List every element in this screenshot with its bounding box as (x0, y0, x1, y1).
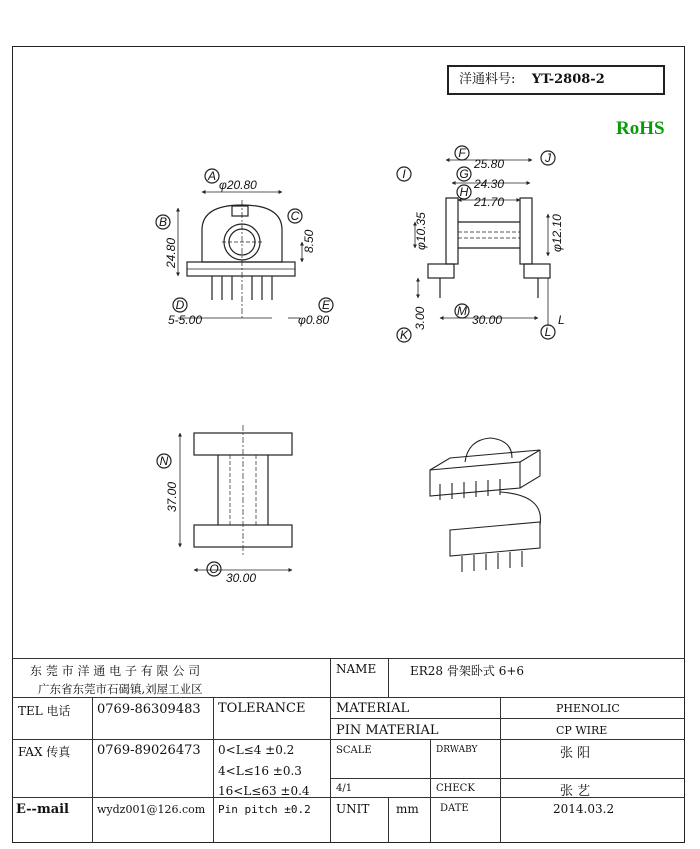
dim-side-j: φ12.10 (550, 214, 564, 252)
isometric-view (430, 438, 541, 572)
dim-front-height: 24.80 (164, 237, 178, 268)
label-c: C (290, 209, 300, 223)
unit-label: UNIT (336, 802, 370, 816)
pin-material-label: PIN MATERIAL (336, 723, 439, 738)
tolerance-label: TOLERANCE (218, 701, 306, 716)
dim-side-h: 21.70 (474, 195, 505, 209)
check-value: 张 艺 (560, 784, 591, 799)
name-value: ER28 骨架卧式 6+6 (410, 664, 525, 678)
check-label: CHECK (436, 783, 475, 794)
dim-front-pitch: 5-5.00 (168, 313, 203, 327)
label-l-circle: L (544, 325, 552, 339)
tel-label: TEL 电话 (18, 704, 71, 718)
tolerance-row-2: 4<L≤16 ±0.3 (218, 764, 302, 778)
label-f: F (458, 146, 466, 160)
dim-top-o: 30.00 (226, 571, 257, 585)
drawby-label: DRWABY (436, 745, 478, 755)
fax-value: 0769-89026473 (97, 743, 201, 758)
date-value: 2014.03.2 (553, 802, 615, 816)
material-value: PHENOLIC (556, 702, 620, 715)
label-g: G (459, 167, 469, 181)
label-m: M (457, 304, 467, 318)
material-label: MATERIAL (336, 701, 410, 716)
dim-top-n: 37.00 (165, 481, 179, 512)
label-o: O (209, 562, 219, 576)
dim-side-k: 3.00 (413, 306, 427, 330)
label-d: D (175, 298, 185, 312)
label-j: J (545, 151, 551, 165)
dim-side-m: 30.00 (472, 313, 503, 327)
drawby-value: 张 阳 (560, 746, 591, 761)
label-b: B (158, 215, 168, 229)
label-l: L (558, 313, 565, 327)
dim-front-c: 8.50 (302, 229, 316, 253)
label-i: I (402, 167, 406, 181)
fax-label: FAX 传真 (18, 745, 71, 759)
label-a: A (207, 169, 217, 183)
scale-value: 4/1 (336, 783, 353, 794)
dim-side-i: φ10.35 (414, 212, 428, 250)
email-label: E--mail (16, 802, 69, 817)
date-label: DATE (440, 803, 469, 814)
email-value: wydz001@126.com (97, 803, 206, 816)
name-label: NAME (336, 662, 377, 676)
dim-front-pin: φ0.80 (298, 313, 330, 327)
part-number-label: 洋通料号: (459, 72, 516, 87)
label-e: E (321, 298, 331, 312)
part-number-value: YT-2808-2 (531, 72, 605, 87)
pin-material-value: CP WIRE (556, 724, 608, 737)
dim-side-g: 24.30 (474, 177, 505, 191)
tel-value: 0769-86309483 (97, 702, 201, 717)
company-address: 广东省东莞市石碣镇,刘屋工业区 (38, 682, 203, 696)
dim-side-f: 25.80 (474, 157, 505, 171)
label-h: H (459, 185, 469, 199)
tolerance-row-3: 16<L≤63 ±0.4 (218, 784, 310, 798)
company-name: 东 莞 市 洋 通 电 子 有 限 公 司 (30, 664, 201, 678)
tolerance-row-1: 0<L≤4 ±0.2 (218, 743, 295, 757)
label-k: K (399, 328, 409, 342)
tolerance-row-4: Pin pitch ±0.2 (218, 803, 311, 816)
rohs-mark: RoHS (616, 118, 665, 139)
scale-label: SCALE (336, 745, 372, 756)
label-n: N (159, 454, 169, 468)
unit-value: mm (396, 802, 419, 816)
dim-front-width: φ20.80 (219, 178, 257, 192)
